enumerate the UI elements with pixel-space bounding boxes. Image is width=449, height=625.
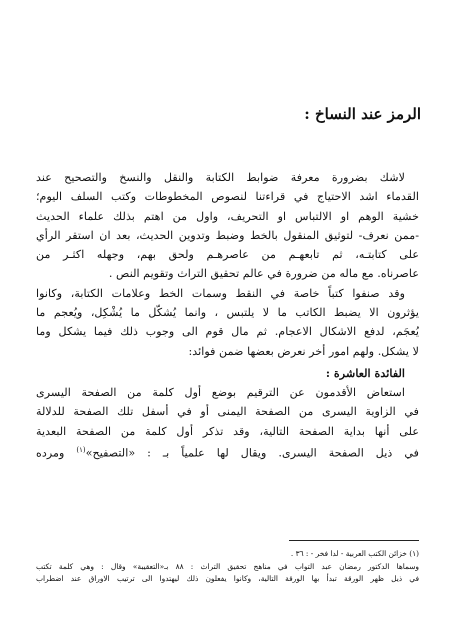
footnote-line: وسماها الدكتور رمضان عبد التواب في مناهج تحقيق التراث : ٨٨ بـ«التعقيبة» وقال : وهي كلمة تكتب (36, 561, 419, 571)
text-segment: ومرده (36, 446, 65, 460)
text-line: على كتابتـه، ثم تابعهـم من عاصرهـم ولحق بهم، وجهله اكثـر من (36, 248, 419, 262)
text-line: القدماء اشد الاحتياج في قراءتنا لنصوص المخطوطات وكتب السلف اليوم؛ (36, 190, 419, 204)
text-line: استعاض الأقدمون عن الترقيم بوضع أول كلمة من الصفحة اليسرى (36, 385, 405, 399)
body-text (36, 168, 419, 460)
text-line: خشية الوهم او الالتباس او التحريف، واول من اهتم بذلك علماء الحديث (36, 209, 419, 223)
text-line: -ممن نعرف- لتوثيق المنقول بالخط وضبط وتدوين الحديث، بعد ان استقر الرأي (36, 228, 419, 242)
text-line: لا يشكل. ولهم امور أخر نعرض بعضها ضمن فوائد: (188, 344, 419, 358)
text-line: يؤثرون الا يضبط الكاتب ما لا يلتبس ، وانما يُشكّل ما يُشْكِل، ويُعجم ما (36, 306, 419, 320)
text-line: في الزاوية اليسرى من الصفحة اليمنى أو في أسفل تلك الصفحة للدلالة (36, 405, 419, 419)
subheading: الفائدة العاشرة : (325, 365, 405, 380)
text-line: وقد صنفوا كتباً خاصة في النقط وسمات الخط وعلامات الكتابة، وكانوا (36, 286, 405, 300)
footnote-line: (١) خزائن الكتب العربية - لدا فخر - : ٣٦ . (290, 549, 419, 558)
footnotes (36, 548, 419, 586)
text-line: لاشك بضرورة معرفة ضوابط الكتابة والنقل والنسخ والتصحيح عند (36, 171, 405, 184)
text-line: يُعجَم، لدفع الاشكال الاعجام. ثم مال قوم الى وجوب ذلك فيما يشكل وما (36, 325, 419, 339)
text-line (36, 441, 419, 460)
footnote-marker: (١) (76, 445, 86, 454)
text-line: عاصرناه. مع ماله من ضرورة في عالم تحقيق التراث وتقويم النص . (108, 267, 419, 281)
footnote-line: في ذيل ظهر الورقة تبدأ بها الورقة التالية، وكانوا يفعلون ذلك ليهتدوا الى ترتيب الاوراق عند اضطراب (36, 574, 419, 583)
footnote-separator (289, 540, 419, 541)
text-line: على أنها بداية الصفحة التالية، وقد تذكر أول كلمة من الصفحة البعدية (36, 424, 419, 438)
section-heading: الرمز عند النساخ : (304, 105, 421, 123)
text-segment: في ذيل الصفحة اليسرى. ويقال لها علمياً بـ : «التصفيح» (85, 446, 419, 460)
